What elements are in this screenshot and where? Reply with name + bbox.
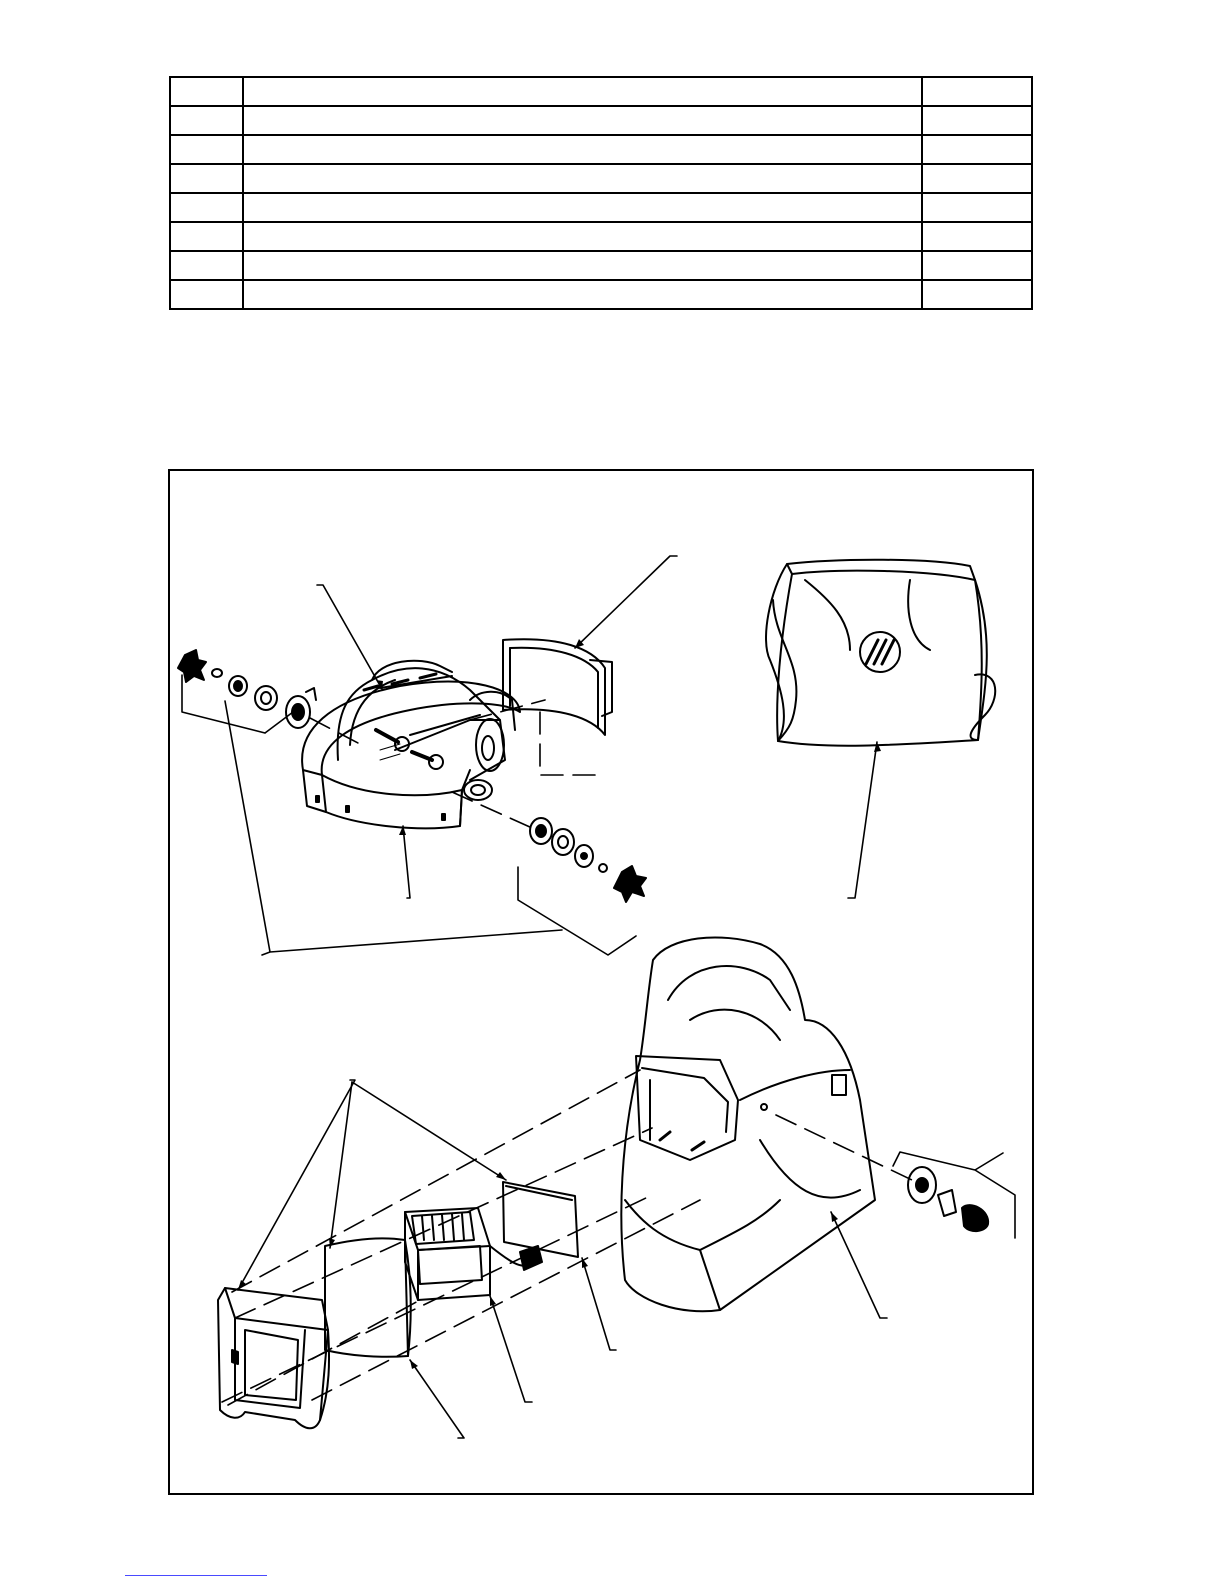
sweatband <box>503 639 612 735</box>
leader-arrowheads <box>238 639 881 1369</box>
inside-cover-lens <box>503 1182 578 1257</box>
auto-darkening-filter <box>405 1208 542 1300</box>
outside-cover-lens <box>325 1238 411 1356</box>
welding-helmet-shell <box>621 937 875 1311</box>
right-adjustment-hardware <box>530 818 646 902</box>
bib-bag <box>766 560 995 746</box>
side-knob-hardware <box>908 1167 988 1231</box>
footer-link-underline[interactable] <box>125 1575 267 1576</box>
headgear-assembly <box>302 661 520 829</box>
